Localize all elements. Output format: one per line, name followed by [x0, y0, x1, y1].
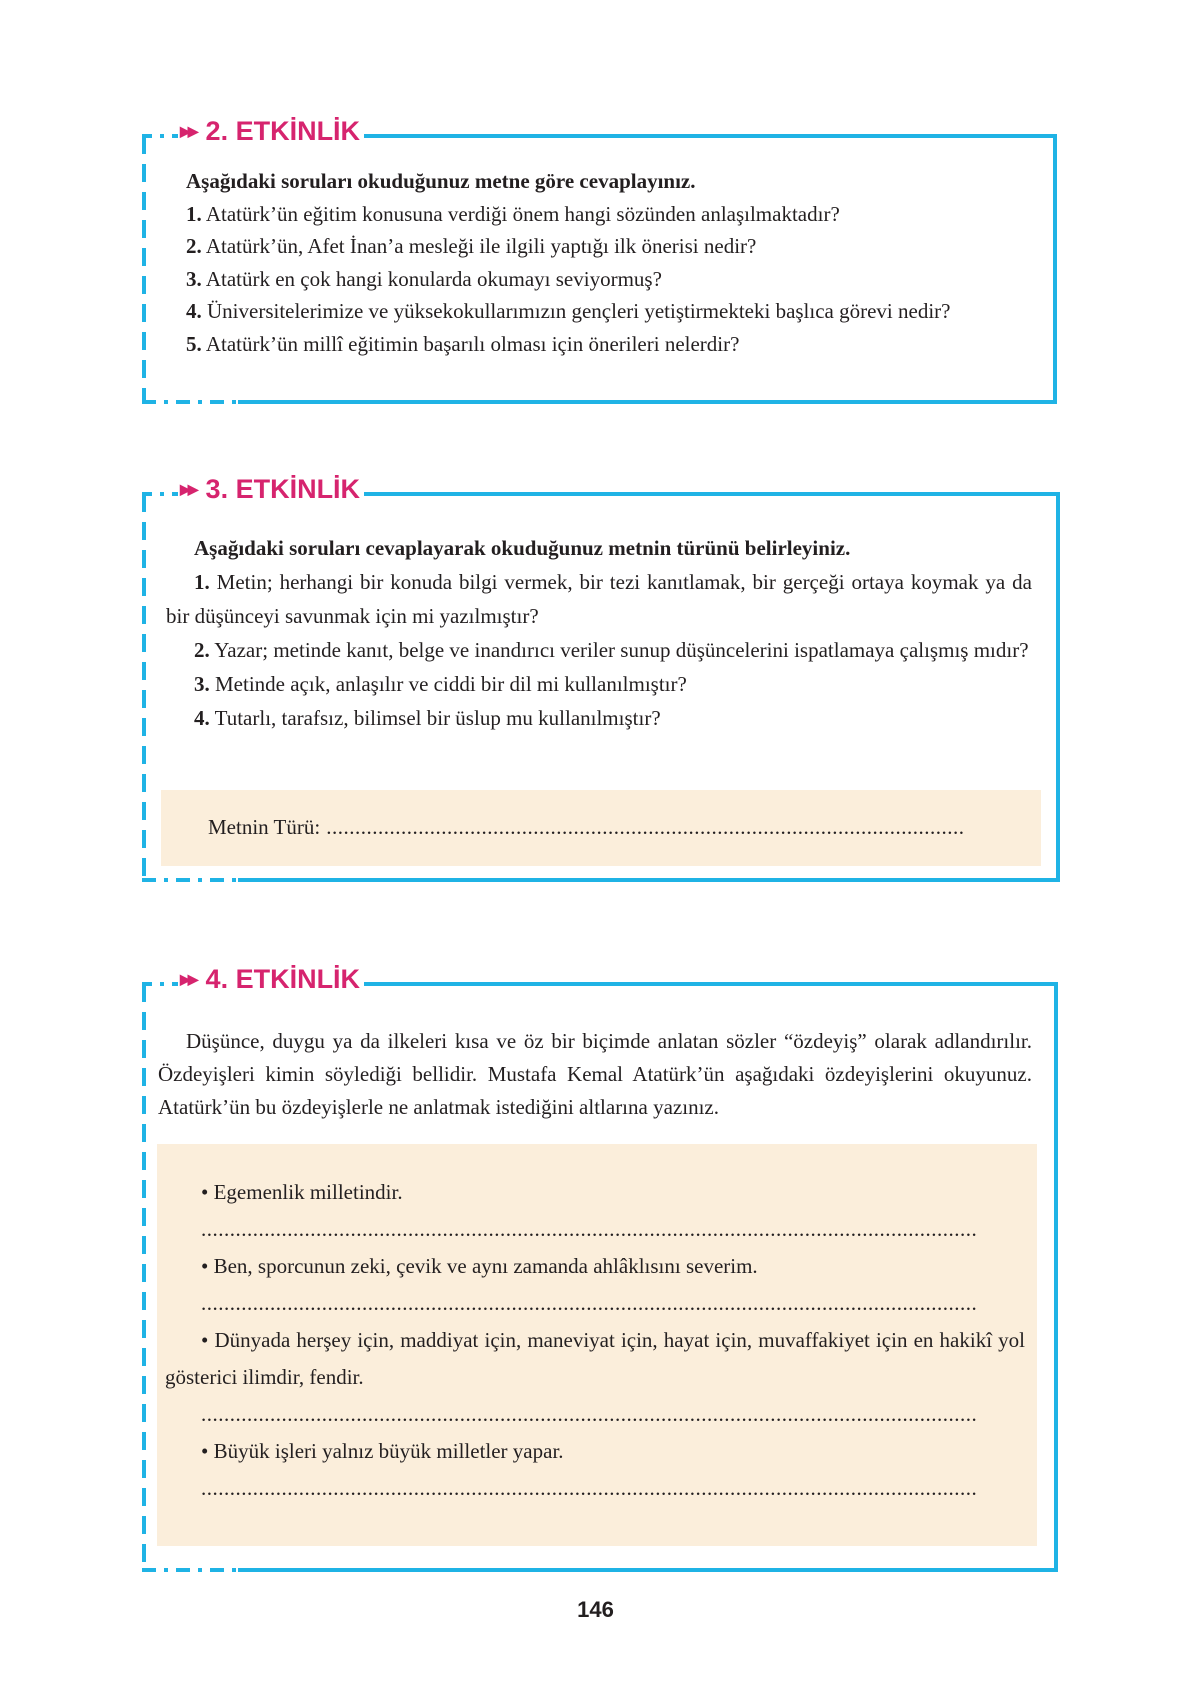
answer-dots[interactable]: ....................................................................................................................................... [201, 1217, 978, 1241]
question-item: 3. Atatürk en çok hangi konularda okumayı seviyormuş? [186, 266, 662, 291]
activity-2-instruction: Aşağıdaki soruları okuduğunuz metne göre cevaplayınız. [186, 169, 696, 193]
answer-label: Metnin Türü: [208, 815, 321, 839]
question-item: 3. Metinde açık, anlaşılır ve ciddi bir dil mi kullanılmıştır? [194, 672, 687, 696]
activity-4-intro [158, 1025, 1032, 1124]
activity-3-instruction: Aşağıdaki soruları cevaplayarak okuduğunuz metnin türünü belirleyiniz. [194, 536, 851, 560]
activity-4-intro-text: Düşünce, duygu ya da ilkeleri kısa ve öz bir biçimde anlatan sözler “özdeyiş” olarak adlandırılır. Özdeyişleri kimin söylediği bellidir. Mustafa Kemal Atatürk’ün aşağıdaki özdeyişlerini okuyunuz. Atatürk’ün bu özdeyişlerle ne anlatmak istediğini altlarına yazınız. [158, 1029, 1032, 1119]
answer-dots[interactable]: ....................................................................................................................................... [201, 1476, 978, 1500]
answer-area-text-type[interactable] [161, 790, 1041, 866]
quote-item: • Egemenlik milletindir. [201, 1180, 403, 1204]
quote-item: • Dünyada herşey için, maddiyat için, maneviyat için, hayat için, muvaffakiyet için en hakikî yol gösterici ilimdir, fendir. [165, 1328, 1025, 1389]
activity-2-title [180, 114, 364, 148]
quote-item: • Ben, sporcunun zeki, çevik ve aynı zamanda ahlâklısını severim. [201, 1254, 758, 1278]
activity-4-title [180, 962, 364, 996]
activity-4-title-text: 4. ETKİNLİK [205, 964, 361, 994]
question-item: 1. Atatürk’ün eğitim konusuna verdiği önem hangi sözünden anlaşılmaktadır? [186, 201, 840, 226]
answer-dots[interactable]: ....................................................................................................................................... [201, 1402, 978, 1426]
activity-2-title-text: 2. ETKİNLİK [205, 116, 361, 146]
question-item: 4. Üniversitelerimize ve yüksekokullarımızın gençleri yetiştirmekteki başlıca görevi nedir? [186, 299, 951, 323]
quote-item: • Büyük işleri yalnız büyük milletler yapar. [201, 1439, 564, 1463]
activity-3-title [180, 472, 364, 506]
question-item: 1. Metin; herhangi bir konuda bilgi vermek, bir tezi kanıtlamak, bir gerçeği ortaya koymak ya da bir düşünceyi savunmak için mi yazılmıştır? [166, 570, 1032, 628]
double-arrow-icon: ▶▶ [180, 481, 196, 497]
answer-dots[interactable]: ....................................................................................................................................... [201, 1291, 978, 1315]
double-arrow-icon: ▶▶ [180, 123, 196, 139]
activity-2-content [158, 165, 1034, 360]
activity-3-content [166, 531, 1032, 735]
question-item: 2. Atatürk’ün, Afet İnan’a mesleği ile ilgili yaptığı ilk önerisi nedir? [186, 234, 757, 258]
question-item: 4. Tutarlı, tarafsız, bilimsel bir üslup mu kullanılmıştır? [194, 706, 661, 730]
page-number: 146 [577, 1597, 614, 1622]
question-item: 2. Yazar; metinde kanıt, belge ve inandırıcı veriler sunup düşüncelerini ispatlamaya çalışmış mıdır? [194, 638, 1029, 662]
double-arrow-icon: ▶▶ [180, 971, 196, 987]
quotes-area [157, 1144, 1037, 1546]
question-item: 5. Atatürk’ün millî eğitimin başarılı olması için önerileri nelerdir? [186, 331, 740, 356]
answer-dots[interactable]: ............................................................................................................... [326, 815, 965, 839]
quotes-list [165, 1174, 1025, 1507]
activity-3-title-text: 3. ETKİNLİK [205, 474, 361, 504]
answer-line [208, 815, 1028, 840]
